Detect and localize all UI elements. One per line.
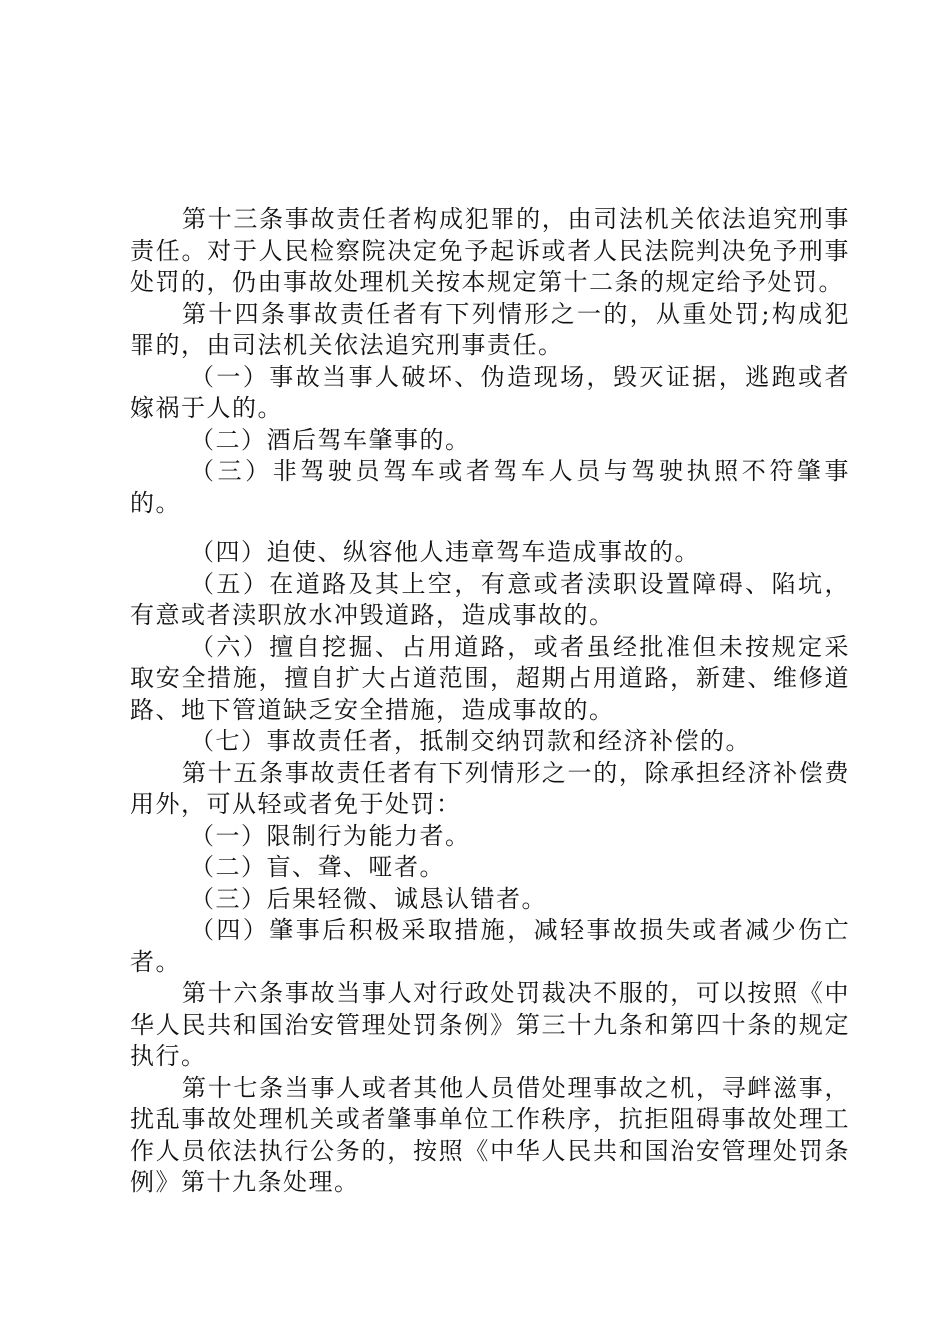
document-body <box>130 204 850 1199</box>
paragraph-item: （一）事故当事人破坏、伪造现场，毁灭证据，逃跑或者嫁祸于人的。 <box>130 362 850 422</box>
paragraph-item: （三）后果轻微、诚恳认错者。 <box>190 884 547 913</box>
paragraph-article-14: 第十四条事故责任者有下列情形之一的，从重处罚;构成犯罪的，由司法机关依法追究刑事责任。 <box>130 299 850 359</box>
paragraph-item: （四）肇事后积极采取措施，减轻事故损失或者减少伤亡者。 <box>130 916 850 976</box>
paragraph-item: （三）非驾驶员驾车或者驾车人员与驾驶执照不符肇事的。 <box>130 457 850 517</box>
paragraph-item: （一）限制行为能力者。 <box>190 821 471 850</box>
paragraph-article-15: 第十五条事故责任者有下列情形之一的，除承担经济补偿费用外，可从轻或者免于处罚： <box>130 758 850 818</box>
paragraph-item: （二）酒后驾车肇事的。 <box>190 425 471 454</box>
paragraph-article-16: 第十六条事故当事人对行政处罚裁决不服的，可以按照《中华人民共和国治安管理处罚条例》第三十九条和第四十条的规定执行。 <box>130 979 850 1070</box>
paragraph-item: （五）在道路及其上空，有意或者渎职设置障碍、陷坑，有意或者渎职放水冲毁道路，造成事故的。 <box>130 569 850 629</box>
paragraph-item: （二）盲、聋、哑者。 <box>190 853 445 881</box>
paragraph-item: （四）迫使、纵容他人违章驾车造成事故的。 <box>190 538 700 566</box>
paragraph-item: （六）擅自挖掘、占用道路，或者虽经批准但未按规定采取安全措施，擅自扩大占道范围，超期占用道路，新建、维修道路、地下管道缺乏安全措施，造成事故的。 <box>130 632 850 724</box>
paragraph-item: （七）事故责任者，抵制交纳罚款和经济补偿的。 <box>190 727 751 755</box>
paragraph-article-13: 第十三条事故责任者构成犯罪的，由司法机关依法追究刑事责任。对于人民检察院决定免予起诉或者人民法院判决免予刑事处罚的，仍由事故处理机关按本规定第十二条的规定给予处罚。 <box>130 205 850 296</box>
paragraph-article-17: 第十七条当事人或者其他人员借处理事故之机，寻衅滋事，扰乱事故处理机关或者肇事单位工作秩序，抗拒阻碍事故处理工作人员依法执行公务的，按照《中华人民共和国治安管理处罚条例》第十九条处理。 <box>130 1073 850 1196</box>
paragraph-gap <box>130 519 850 537</box>
